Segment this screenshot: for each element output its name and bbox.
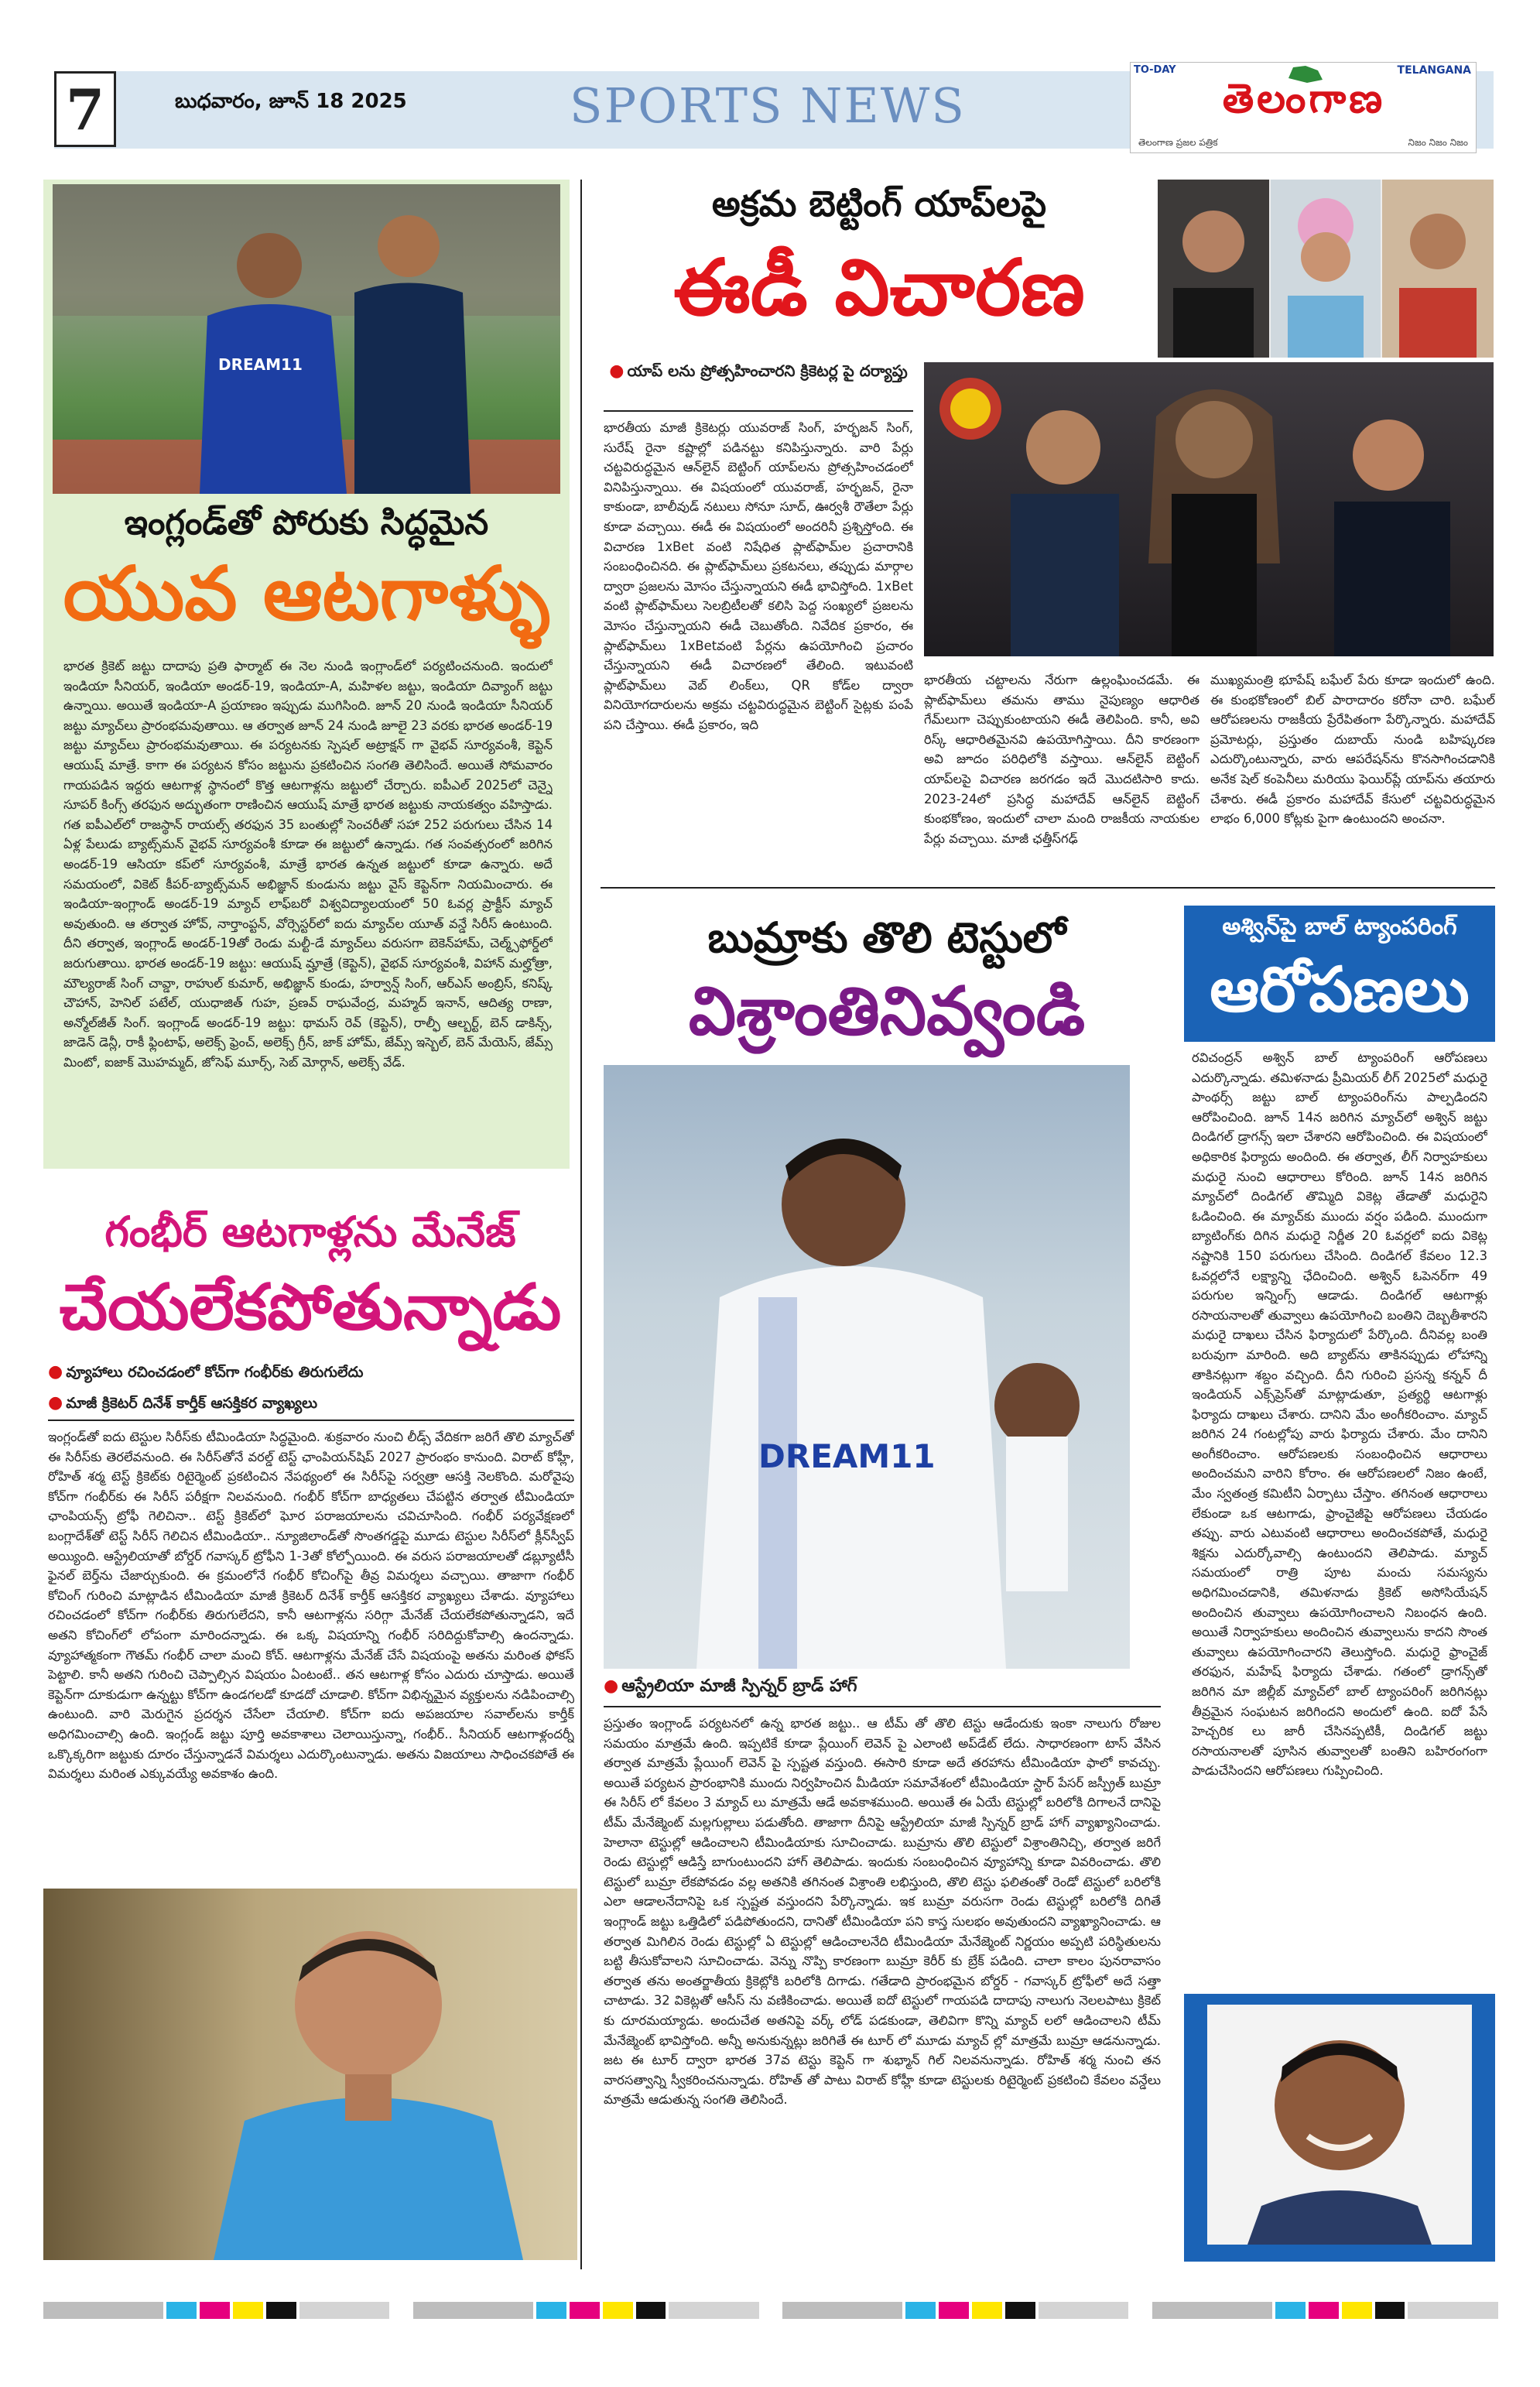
betting-body-col1: భారతీయ మాజీ క్రికెటర్లు యువరాజ్ సింగ్, హర్భజన్ సింగ్, సురేష్ రైనా కష్టాల్లో పడినట్టు కనిపిస్తున్నారు. వారి పేర్లు చట్టవిరుద్ధమైన ఆన్‌లైన్ బెట్టింగ్ యాప్‌లను ప్రోత్సహించడంలో వినిపిస్తున్నాయి. ఈ విషయంలో యువరాజ్, హర్భజన్, రైనా కాకుండా, బాలీవుడ్ నటులు సోనూ సూద్, ఊర్వశీ రౌతేలా పేర్లు కూడా వచ్చాయి. ఈడీ ఈ విషయంలో అందరినీ ప్రశ్నిస్తోంది. ఈ విచారణ 1xBet వంటి నిషేధిత ప్లాట్‌ఫామ్‌ల ప్రచారానికి సంబంధించినది. ఈ ప్లాట్‌ఫామ్‌లు ప్రకటనలు, తప్పుడు మార్గాల ద్వారా ప్రజలను మోసం చేస్తున్నాయని ఈడీ భావిస్తోంది. 1xBet వంటి ప్లాట్‌ఫామ్‌లు సెలబ్రిటీలతో కలిసి పెద్ద సంఖ్యలో ప్రజలను మోసం చేస్తున్నాయని ఈడీ చెబుతోంది. నివేదిక ప్రకారం, ఈ ప్లాట్‌ఫామ్‌లు 1xBetవంటి పేర్లను ఉపయోగించి ప్రచారం చేస్తున్నాయని ఈడీ విచారణలో తేలింది. ఇటువంటి ప్లాట్‌ఫామ్‌లు వెబ్ లింక్‌లు, QR కోడ్‌ల ద్వారా వినియోగదారులను అక్రమ చట్టవిరుద్ధమైన బెట్టింగ్ సైట్లకు పంపే పని చేస్తాయి. ఈడీ ప్రకారం, ఇది bbox=[604, 420, 913, 732]
young-players-headline-1: ఇంగ్లండ్‌తో పోరుకు సిద్ధమైన bbox=[124, 503, 489, 543]
registration-block bbox=[1152, 2302, 1499, 2319]
subhead-rule bbox=[604, 410, 913, 412]
logo-tagline-left: తెలంగాణ ప్రజల పత్రిక bbox=[1138, 137, 1218, 148]
bumrah-rule bbox=[604, 1706, 1161, 1707]
ashwin-portrait bbox=[1207, 2005, 1472, 2245]
betting-body-col2: భారతీయ చట్టాలను నేరుగా ఉల్లంఘించడమే. ఈ ప్లాట్‌ఫామ్‌లు తమను తాము నైపుణ్యం ఆధారిత గేమ్‌లుగా చెప్పుకుంటాయని ఈడీ తెలిపింది. కానీ, అవి రిస్క్ ఆధారితమైనవి ఉపయోగిస్తాయి. దీని కారణంగా అవి జూదం పరిధిలోకి వస్తాయి. ఆన్‌లైన్ బెట్టింగ్ యాప్‌లపై విచారణ జరగడం ఇదే మొదటిసారి కాదు. 2023-24లో ప్రసిద్ధ మహాదేవ్ ఆన్‌లైన్ బెట్టింగ్ కుంభకోణం, ఇందులో చాలా మంది రాజకీయ నాయకుల పేర్లు వచ్చాయి. మాజీ ఛత్తీస్‌గఢ్ bbox=[924, 673, 1199, 846]
ed-betting-photo bbox=[924, 362, 1494, 656]
gambhir-bullet-2-text: మాజీ క్రికెటర్ దినేశ్ కార్తీక్ ఆసక్తికర వ్యాఖ్యలు bbox=[66, 1395, 318, 1412]
bumrah-headline-1: బుమ్రాకు తొలి టెస్టులో bbox=[707, 913, 1066, 962]
ashwin-headline-1: అశ్విన్‌పై బాల్ ట్యాంపరింగ్ bbox=[1222, 913, 1457, 940]
gambhir-bullet-1 bbox=[48, 1362, 574, 1385]
logo-wordmark: తెలంగాణ bbox=[1222, 75, 1386, 122]
ashwin-photo bbox=[1207, 2005, 1472, 2245]
accused-cricketers-photos bbox=[1158, 180, 1494, 358]
bullet-icon: ● bbox=[609, 361, 625, 381]
gambhir-body: ఇంగ్లండ్‌తో ఐదు టెస్టుల సిరీస్‌కు టీమిండియా సిద్ధమైంది. శుక్రవారం నుంచి లీడ్స్ వేదికగా జరిగే తొలి మ్యాచ్‌తో ఈ సిరీస్‌కు తెరలేవనుంది. ఈ సిరీస్‌తోనే వరల్డ్ టెస్ట్ ఛాంపియన్‌షిప్ 2027 ప్రారంభం కానుంది. విరాట్ కోహ్లీ, రోహిత్ శర్మ టెస్ట్ క్రికెట్‌కు రిటైర్మెంట్ ప్రకటించిన నేపథ్యంలో ఈ సిరీస్‌పై సర్వత్రా ఆసక్తి నెలకొంది. మరోవైపు కోచ్‌గా గంభీర్‌కు ఈ సిరీస్ పరీక్షగా నిలవనుంది. గంభీర్ కోచ్‌గా బాధ్యతలు చేపట్టిన తర్వాత టీమిండియా ఛాంపియన్స్ ట్రోఫీ గెలిచినా.. టెస్ట్ క్రికెట్‌లో ఘోర పరాజయాలను చవిచూసింది. గంభీర్ పర్యవేక్షణలో బంగ్లాదేశ్‌తో టెస్ట్ సిరీస్ గెలిచిన టీమిండియా.. న్యూజిలాండ్‌తో సొంతగడ్డపై మూడు టెస్టుల సిరీస్‌లో క్లీన్‌స్వీప్ అయ్యింది. ఆస్ట్రేలియాతో బోర్డర్ గవాస్కర్ ట్రోఫీని 1-3తో కోల్పోయింది. ఈ వరుస పరాజయాలతో డబ్ల్యూటీసీ ఫైనల్ బెర్త్‌ను చేజార్చుకుంది. ఈ క్రమంలోనే గంభీర్ కోచింగ్‌పై తీవ్ర విమర్శలు వచ్చాయి. తాజాగా గంభీర్ కోచింగ్ గురించి మాట్లాడిన టీమిండియా మాజీ క్రికెటర్ దినేశ్ కార్తీక్ ఆసక్తికర వ్యాఖ్యలు చేశాడు. వ్యూహాలు రచించడంలో కోచ్‌గా గంభీర్‌కు తిరుగులేదని, కానీ ఆటగాళ్లను సరిగ్గా మేనేజ్ చేయలేకపోతున్నాడని, ఇదే అతని కోచింగ్‌లో లోపంగా మారిందన్నాడు. ఈ ఒక్క విషయాన్ని గంభీర్ సరిదిద్దుకోవాల్సి ఉందన్నాడు. వ్యూహాత్మకంగా గౌతమ్ గంభీర్ చాలా మంచి కోచ్. ఆటగాళ్లను మేనేజ్ చేసే విషయంపై అతను మరింత ఫోకస్ పెట్టాలి. కానీ అతని గురించి చెప్పాల్సిన విషయం ఏంటంటే.. తన ఆటగాళ్ల కోసం ఎదురు చూస్తాడు. అయితే కెప్టెన్‌గా దూకుడుగా ఉన్నట్టు కోచ్‌గా ఉండగలడో కూడదో చూడాలి. కోచ్‌గా విభిన్నమైన వ్యక్తులను నడిపించాల్సి ఉంటుంది. వారి మెరుగైన ప్రదర్శన చేసేలా చేయాలి. కోచ్‌గా ఐదు అపజయాల సవాల్‌లను కార్తీక్ అధిగమించాల్సి ఉంది. ఇంగ్లండ్ జట్టు పూర్తి అవకాశాలు చెలాయిస్తున్నా, గంభీర్.. సీనియర్ ఆటగాళ్లందర్నీ ఒక్కొక్కరిగా జట్టుకు దూరం చేస్తున్నాడనే విమర్శలు ఎదుర్కొంటున్నాడు. అతను విజయాలు సాధించకపోతే ఈ విమర్శలు మరింత ఎక్కువయ్యే అవకాశం ఉంది. bbox=[48, 1430, 574, 1782]
betting-body-col3: ముఖ్యమంత్రి భూపేష్ బఘేల్ పేరు కూడా ఇందులో ఉంది. ఈ కుంభకోణంలో బిల్ పారాదారం కరోనా చారి. బఘేల్ ఆరోపణలను రాజకీయ ప్రేరేపితంగా పేర్కొన్నారు. మహాదేవ్ ప్రమోటర్లు, ప్రస్తుతం దుబాయ్ నుండి బహిష్కరణ ఎదుర్కొంటున్నారు, వారు ఆపరేషన్‌ను కొనసాగించడానికి అనేక షెల్ కంపెనీలు మరియు ఫెయిర్‌ప్లే యాప్‌ను తయారు చేశారు. ఈడీ ప్రకారం మహాదేవ్ కేసులో చట్టవిరుద్ధమైన లాభం 6,000 కోట్లకు పైగా ఉంటుందని అంచనా. bbox=[1210, 673, 1495, 827]
young-players-body: భారత క్రికెట్ జట్టు దాదాపు ప్రతి ఫార్మాట్ ఈ నెల నుండి ఇంగ్లాండ్‌లో పర్యటించనుంది. ఇందులో ఇండియా సీనియర్, ఇండియా అండర్-19, ఇండియా-A, మహిళల జట్టు, ఇండియా దివ్యాంగ్ జట్టు ఉన్నాయి. అయితే ఇండియా-A ప్రయాణం ఇప్పుడు ముగిసింది. జూన్ 20 నుండి ఇండియా సీనియర్ జట్టు మ్యాచ్‌లు ప్రారంభమవుతాయి. ఆ తర్వాత జూన్ 24 నుండి జూలై 23 వరకు భారత అండర్-19 జట్టు మ్యాచ్‌లు ప్రారంభమవుతాయి. ఈ పర్యటనకు స్పెషల్ అట్రాక్షన్ గా వైభవ్ సూర్యవంశీ, కెప్టెన్ ఆయుష్ మాత్రే. కాగా ఈ పర్యటన కోసం జట్టును ప్రకటించిన సంగతి తెలిసిందే. అయితే సోమవారం గాయపడిన ఇద్దరు ఆటగాళ్ల స్థానంలో కొత్త ఆటగాళ్లను జట్టులో చేర్చారు. ఐపీఎల్ 2025లో చెన్నై సూపర్ కింగ్స్ తరఫున అద్భుతంగా రాణించిన ఆయుష్ మాత్రే భారత జట్టుకు నాయకత్వం వహిస్తాడు. గత ఐపీఎల్‌లో రాజస్థాన్ రాయల్స్ తరఫున 35 బంతుల్లో సెంచరీతో సహా 252 పరుగులు చేసిన 14 ఏళ్ల పేలుడు బ్యాట్స్‌మన్ వైభవ్ సూర్యవంశీ కూడా ఈ జట్టులో ఉన్నాడు. గత సంవత్సరంలో జరిగిన అండర్-19 ఆసియా కప్‌లో సూర్యవంశీ, మాత్రే భారత ఉన్నత జట్టులో కూడా ఉన్నారు. అదే సమయంలో, వికెట్ కీపర్-బ్యాట్స్‌మన్ అభిజ్ఞాన్ కుండును జట్టు వైస్ కెప్టెన్‌గా నియమించారు. ఈ ఇండియా-ఇంగ్లాండ్ అండర్-19 మ్యాచ్ లాఫ్‌బరో విశ్వవిద్యాలయంలో 50 ఓవర్ల ప్రాక్టీస్ మ్యాచ్ అవుతుంది. ఆ తర్వాత హోవ్, నార్తాంప్టన్, వోర్సెస్టర్‌లో ఐదు మ్యాచ్‌ల యూత్ వన్డే సిరీస్ ఉంటుంది. దీని తర్వాత, ఇంగ్లాండ్ అండర్-19తో రెండు మల్టీ-డే మ్యాచ్‌లు వరుసగా బెకెన్‌హామ్, చెల్మ్స్‌ఫోర్డ్‌లో జరుగుతాయి. భారత అండర్-19 జట్టు: ఆయుష్ మ్హాత్రే (కెప్టెన్), వైభవ్ సూర్యవంశీ, విహాన్ మల్హోత్రా, మౌల్యరాజ్ సింగ్ చావ్డా, రాహుల్ కుమార్, అభిజ్ఞాన్ కుండు, హర్వాన్ష్ సింగ్, ఆర్ఎస్ అంబ్రిస్, కనిష్క్ చౌహాన్, హెనిల్ పటేల్, యుధాజిత్ గుహ, ప్రణవ్ రాఘవేంద్ర, మహ్మద్ ఇనాన్, ఆదిత్య రాణా, అన్మోల్‌జీత్ సింగ్. ఇంగ్లాండ్ అండర్-19 జట్టు: థామస్ రెవ్ (కెప్టెన్), రాల్ఫీ ఆల్బర్ట్, బెన్ డాకిన్స్, జాడెన్ డెన్లీ, రాకీ ఫ్లింటాఫ్, అలెక్స్ ఫ్రెంచ్, అలెక్స్ గ్రీన్, జాక్ హోమ్, జేమ్స్ ఇస్బెల్, బెన్ మేయెస్, జేమ్స్ మింటో, ఐజాక్ మొహమ్మద్, జోసెఫ్ మూర్స్, సెబ్ మోర్గాన్, అలెక్స్ వేడ్. bbox=[63, 659, 553, 1070]
print-registration-bars bbox=[43, 2302, 1498, 2319]
logo-state: TELANGANA bbox=[1397, 64, 1471, 77]
bumrah-headline-2: విశ్రాంతినివ్వండి bbox=[688, 973, 1086, 1050]
logo-today: TO-DAY bbox=[1134, 64, 1176, 76]
newspaper-logo bbox=[1130, 62, 1477, 153]
gambhir-photo bbox=[43, 1889, 577, 2260]
gambhir-bullet-2 bbox=[48, 1393, 574, 1416]
bumrah-celebration-illustration bbox=[604, 1065, 1130, 1669]
gambhir-headline-2: చేయలేకపోతున్నాడు bbox=[59, 1271, 562, 1344]
betting-subhead bbox=[604, 359, 913, 383]
bumrah-caption bbox=[604, 1676, 1130, 1700]
bumrah-caption-text: ఆస్ట్రేలియా మాజీ స్పిన్నర్ బ్రాడ్ హాగ్ bbox=[621, 1676, 857, 1696]
section-title: SPORTS NEWS bbox=[570, 77, 966, 134]
gambhir-bullet-1-text: వ్యూహాలు రచించడంలో కోచ్‌గా గంభీర్‌కు తిరుగులేదు bbox=[66, 1364, 364, 1381]
players-walking-illustration bbox=[53, 184, 560, 494]
young-players-photo bbox=[53, 184, 560, 494]
ashwin-body: రవిచంద్రన్ అశ్విన్ బాల్ ట్యాంపరింగ్ ఆరోపణలు ఎదుర్కొన్నాడు. తమిళనాడు ప్రీమియర్ లీగ్ 2025లో మధురై పాంథర్స్ జట్టు బాల్ ట్యాంపరింగ్‌ను పాల్పడిందని ఆరోపించింది. జూన్ 14న జరిగిన మ్యాచ్‌లో అశ్విన్ జట్టు దిండిగల్ డ్రాగన్స్ ఇలా చేశారని ఆరోపించింది. ఈ విషయంలో అధికారిక ఫిర్యాదు అందింది. ఈ తర్వాత, లీగ్ నిర్వాహకులు మధురై నుంచి ఆధారాలు కోరింది. జూన్ 14న జరిగిన మ్యాచ్‌లో దిండిగల్ తొమ్మిది వికెట్ల తేడాతో మధురైని ఓడించింది. ఈ మ్యాచ్‌కు ముందు వర్షం పడింది. ముందుగా బ్యాటింగ్‌కు దిగిన మధురై నిర్ణీత 20 ఓవర్లలో ఐదు వికెట్ల నష్టానికి 150 పరుగులు చేసింది. దిండిగల్ కేవలం 12.3 ఓవర్లలోనే లక్ష్యాన్ని ఛేదించింది. అశ్విన్ ఓపెనర్‌గా 49 పరుగుల ఇన్నింగ్స్ ఆడాడు. దిండిగల్ ఆటగాళ్లు రసాయనాలతో తువ్వాలు ఉపయోగించి బంతిని దెబ్బతీశారని మధురై దాఖలు చేసిన ఫిర్యాదులో పేర్కొంది. దీనివల్ల బంతి బరువుగా మారింది. అది బ్యాట్‌ను తాకినప్పుడు లోహాన్ని తాకినట్లుగా శబ్దం వచ్చింది. దీని గురించి ప్రసన్న కన్నన్ దీ ఇండియన్ ఎక్స్‌ప్రెస్‌తో మాట్లాడుతూ, ప్రత్యర్థి ఆటగాళ్లు ఫిర్యాదు దాఖలు చేశారు. దానిని మేం అంగీకరించాం. మ్యాచ్ జరిగిన 24 గంటల్లోపు వారు ఫిర్యాదు చేశారు. మేం దానిని అంగీకరించాం. ఆరోపణలకు సంబంధించిన ఆధారాలు అందించమని వారిని కోరాం. ఈ ఆరోపణలలో నిజం ఉంటే, మేం స్వతంత్ర కమిటీని ఏర్పాటు చేస్తాం. తగినంత ఆధారాలు లేకుండా ఒక ఆటగాడు, ఫ్రాంచైజీపై ఆరోపణలు చేయడం తప్పు. వారు ఎటువంటి ఆధారాలు అందించకపోతే, మధురై శిక్షను ఎదుర్కోవాల్సి ఉంటుందని తెలిపాడు. మ్యాచ్ సమయంలో రాత్రి పూట మంచు సమస్యను అధిగమించడానికి, తమిళనాడు క్రికెట్ అసోసియేషన్ అందించిన తువ్వాలు ఉపయోగించాలని నిబంధన ఉంది. అయితే నిర్వాహకులు అందించిన తువ్వాలును కాదని సొంత తువ్వాలు ఉపయోగించారని తెలుస్తోంది. మధురై ఫ్రాంచైజ్ తరఫున, మహేష్ ఫిర్యాదు చేశాడు. గతంలో డ్రాగన్స్‌తో జరిగిన మా జిల్లీబ్ మ్యాచ్‌లో బాల్ ట్యాంపరింగ్ జరిగినట్లు తీవ్రమైన సంఘటన జరిగిందని అందులో ఉంది. ఐదో పేసే హెచ్చరిక లు జారీ చేసినప్పటికీ, దిండిగల్ జట్టు రసాయనాలతో పూసిన తువ్వాలతో బంతిని బహిరంగంగా పాడుచేసిందని ఆరోపణలు గుప్పించింది. bbox=[1192, 1050, 1487, 1779]
registration-block bbox=[782, 2302, 1129, 2319]
gambhir-rule bbox=[48, 1420, 574, 1421]
young-players-headline-2: యువ ఆటగాళ్ళు bbox=[63, 550, 550, 637]
issue-date: బుధవారం, జూన్ 18 2025 bbox=[175, 90, 407, 113]
cricketers-portraits bbox=[1158, 180, 1494, 358]
betting-subhead-text: యాప్ లను ప్రోత్సహించారని క్రికెటర్ల పై దర్యాప్తు bbox=[627, 361, 908, 380]
bullet-icon: ● bbox=[604, 1676, 619, 1696]
column-divider bbox=[580, 180, 582, 2269]
bullet-icon: ● bbox=[48, 1393, 63, 1413]
registration-block bbox=[43, 2302, 390, 2319]
registration-block bbox=[413, 2302, 760, 2319]
betting-headline-2: ఈడీ విచారణ bbox=[673, 242, 1085, 333]
svg-text:DREAM11: DREAM11 bbox=[218, 355, 303, 374]
ashwin-headline-2: ఆరోపణలు bbox=[1210, 954, 1470, 1026]
betting-headline-1: అక్రమ బెట్టింగ్ యాప్‌లపై bbox=[711, 183, 1047, 224]
horizontal-divider bbox=[601, 887, 1495, 889]
bumrah-photo bbox=[604, 1065, 1130, 1669]
bumrah-body: ప్రస్తుతం ఇంగ్లాండ్ పర్యటనలో ఉన్న భారత జట్టు.. ఆ టీమ్ తో తొలి టెస్టు ఆడేందుకు ఇంకా నాలుగు రోజుల సమయం మాత్రమే ఉంది. ఇప్పటికే కూడా ప్లేయింగ్ లెవెన్ పై ఎలాంటి అప్‌డేట్ లేదు. సాధారణంగా టాస్ వేసిన తర్వాత మాత్రమే ప్లేయింగ్ లెవెన్ పై స్పష్టత వస్తుంది. ఈసారి కూడా అదే తరహాను టీమిండియా ఫాలో కావచ్చు. అయితే పర్యటన ప్రారంభానికి ముందు నిర్వహించిన మీడియా సమావేశంలో టీమిండియా స్టార్ పేసర్ జస్ప్రీత్ బుమ్రా ఈ సిరీస్ లో కేవలం 3 మ్యాచ్ లు మాత్రమే ఆడే అవకాశముంది. అయితే ఈ ఏయే టెస్టుల్లో బరిలోకి దిగాలనే దానిపై టీమ్ మేనేజ్మెంట్ మల్లగుల్లాలు పడుతోంది. తాజాగా దీనిపై ఆస్ట్రేలియా మాజీ స్పిన్నర్ బ్రాడ్ హాగ్ వ్యాఖ్యానించాడు. హెలానా టెస్టుల్లో ఆడించాలని టీమిండియాకు సూచించాడు. బుమ్రాను తొలి టెస్టులో విశ్రాంతినిచ్చి, తర్వాత జరిగే రెండు టెస్టుల్లో ఆడిస్తే బాగుంటుందని హాగ్ తెలిపాడు. ఇందుకు సంబంధించిన వ్యూహాన్ని కూడా వివరించాడు. తొలి టెస్టులో బుమ్రా లేకపోవడం వల్ల అతనికి తగినంత విశ్రాంతి లభిస్తుంది, తొలి టెస్టు ఫలితంతో రెండో టెస్టులో బరిలోకి ఎలా ఆడాలనేదానిపై ఒక స్పష్టత వస్తుందని పేర్కొన్నాడు. ఇక బుమ్రా వరుసగా రెండు టెస్టుల్లో బరిలోకి దిగితే ఇంగ్లాండ్ జట్టు ఒత్తిడిలో పడిపోతుందని, దానితో టీమిండియా పని కాస్త సులభం అవుతుందని వ్యాఖ్యానించాడు. ఆ తర్వాత మిగిలిన రెండు టెస్టుల్లో ఏ టెస్టుల్లో ఆడించాలనేది టీమిండియా మేనేజ్మెంట్ నిర్ణయం అప్పటి పరిస్థితులను బట్టి తీసుకోవాలని సూచించాడు. వెన్ను నొప్పి కారణంగా బుమ్రా కెరీర్ కు బ్రేక్ పడింది. చాలా కాలం పునరావాసం తర్వాత తను అంతర్జాతీయ క్రికెట్లోకి బరిలోకి దిగాడు. గతేడాది ప్రారంభమైన బోర్డర్ - గవాస్కర్ ట్రోఫీలో అదే సత్తా చాటాడు. 32 వికెట్లతో ఆసీస్ ను వణికించాడు. అయితే ఐదో టెస్టులో గాయపడి దాదాపు నాలుగు నెలలపాటు క్రికెట్ కు దూరమయ్యాడు. అందుచేత అతనిపై వర్క్ లోడ్ పడకుండా, తెలివిగా కొన్ని మ్యాచ్ లలో ఆడించాలని టీమ్ మేనేజ్మెంట్ భావిస్తోంది. అన్నీ అనుకున్నట్లు జరిగితే ఈ టూర్ లో మూడు మ్యాచ్ ల్లో మాత్రమే బుమ్రా ఆడనున్నాడు. జట ఈ టూర్ ద్వారా భారత 37వ టెస్టు కెప్టెన్ గా శుభ్మాన్ గిల్ నిలవనున్నాడు. రోహిత్ శర్మ నుంచి తన వారసత్వాన్ని స్వీకరించనున్నాడు. రోహిత్ తో పాటు విరాట్ కోహ్లీ కూడా టెస్టులకు రిటైర్మెంట్ ప్రకటించి కేవలం వన్డేలు మాత్రమే ఆడుతున్న సంగతి తెలిసిందే. bbox=[604, 1716, 1161, 2108]
page-number: 7 bbox=[54, 71, 116, 147]
bullet-icon: ● bbox=[48, 1362, 63, 1382]
gambhir-portrait bbox=[43, 1889, 577, 2260]
gambhir-headline-1: గంభీర్ ఆటగాళ్లను మేనేజ్ bbox=[104, 1207, 516, 1256]
celebrity-group-illustration bbox=[924, 362, 1494, 656]
logo-tagline-right: నిజం నిజం నిజం bbox=[1408, 137, 1468, 148]
svg-text:DREAM11: DREAM11 bbox=[758, 1437, 936, 1475]
